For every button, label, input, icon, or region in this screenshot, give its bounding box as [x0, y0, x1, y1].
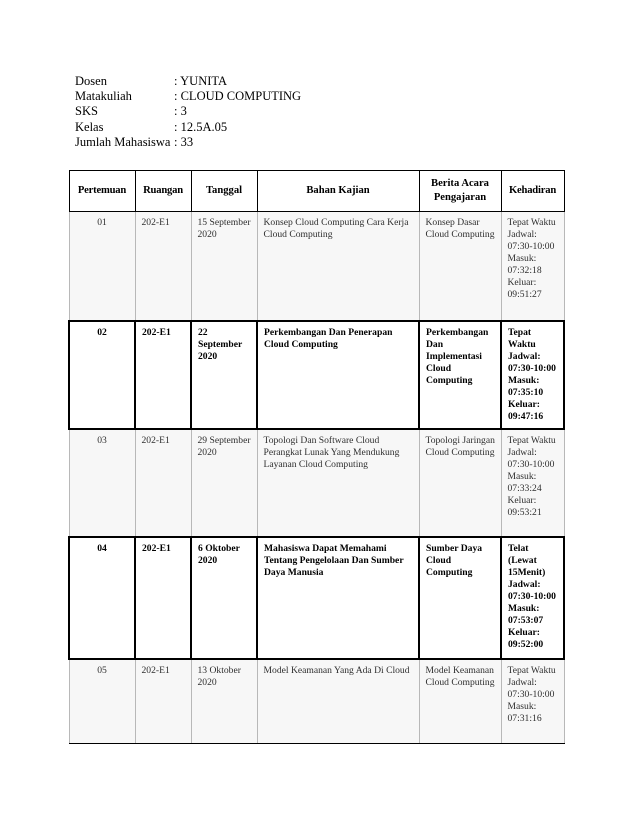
- cell-berita-acara: Sumber Daya Cloud Computing: [419, 537, 501, 659]
- attendance-schedule: Jadwal: 07:30-10:00: [507, 676, 555, 700]
- info-row-kelas: [75, 120, 301, 135]
- header-pertemuan: Pertemuan: [69, 171, 135, 212]
- table-row: [69, 321, 564, 429]
- cell-pertemuan: 05: [69, 659, 135, 744]
- attendance-schedule: Jadwal: 07:30-10:00: [507, 446, 555, 470]
- info-label: Matakuliah: [75, 89, 132, 104]
- info-value: : 12.5A.05: [174, 119, 228, 134]
- cell-berita-acara: Perkembangan Dan Implementasi Cloud Computing: [419, 321, 501, 429]
- attendance-check-in: Masuk: 07:53:07: [508, 602, 544, 626]
- info-row-jumlah-mahasiswa: [75, 135, 301, 150]
- attendance-check-in: Masuk: 07:35:10: [508, 374, 544, 398]
- header-ruangan: Ruangan: [135, 171, 191, 212]
- cell-kehadiran: [501, 321, 564, 429]
- info-value: : 33: [174, 134, 194, 149]
- attendance-status: Tepat Waktu: [508, 326, 536, 350]
- info-row-sks: [75, 104, 301, 119]
- info-label: SKS: [75, 104, 98, 119]
- cell-tanggal: 29 September 2020: [191, 429, 257, 537]
- attendance-schedule: Jadwal: 07:30-10:00: [507, 229, 555, 252]
- info-label: Dosen: [75, 74, 107, 88]
- header-kehadiran: Kehadiran: [501, 171, 564, 212]
- attendance-check-out: Keluar: 09:47:16: [508, 398, 544, 422]
- course-info: [75, 74, 301, 150]
- attendance-check-in: Masuk: 07:31:16: [507, 700, 542, 724]
- cell-kehadiran: [501, 659, 564, 744]
- table-row: [69, 429, 564, 537]
- cell-tanggal: 22 September 2020: [191, 321, 257, 429]
- cell-bahan-kajian: Perkembangan Dan Penerapan Cloud Computing: [257, 321, 419, 429]
- header-bahan-kajian: Bahan Kajian: [257, 171, 419, 212]
- cell-tanggal: 6 Oktober 2020: [191, 537, 257, 659]
- table-header-row: [69, 171, 564, 212]
- table-row: [69, 537, 564, 659]
- cell-tanggal: 15 September 2020: [191, 212, 257, 321]
- table-row: [69, 212, 564, 321]
- cell-ruangan: 202-E1: [135, 537, 191, 659]
- cell-bahan-kajian: Model Keamanan Yang Ada Di Cloud: [257, 659, 419, 744]
- attendance-status: Tepat Waktu: [507, 664, 556, 676]
- info-row-matakuliah: [75, 89, 301, 104]
- cell-pertemuan: 01: [69, 212, 135, 321]
- attendance-schedule: Jadwal: 07:30-10:00: [508, 578, 556, 602]
- cell-ruangan: 202-E1: [135, 321, 191, 429]
- cell-berita-acara: Model Keamanan Cloud Computing: [419, 659, 501, 744]
- cell-pertemuan: 02: [69, 321, 135, 429]
- info-label: Kelas: [75, 119, 104, 134]
- cell-berita-acara: Konsep Dasar Cloud Computing: [419, 212, 501, 321]
- header-berita-acara: Berita Acara Pengajaran: [419, 171, 501, 212]
- cell-pertemuan: 03: [69, 429, 135, 537]
- cell-tanggal: 13 Oktober 2020: [191, 659, 257, 744]
- info-row-dosen: [75, 74, 301, 89]
- attendance-check-out: Keluar: 09:51:27: [507, 277, 542, 300]
- attendance-table: [68, 170, 565, 744]
- info-label: Jumlah Mahasiswa: [75, 134, 171, 149]
- info-value: : CLOUD COMPUTING: [174, 89, 302, 104]
- cell-bahan-kajian: Mahasiswa Dapat Memahami Tentang Pengelolaan Dan Sumber Daya Manusia: [257, 537, 419, 659]
- attendance-status: Tepat Waktu: [507, 434, 556, 446]
- table-row: [69, 659, 564, 744]
- attendance-status: Tepat Waktu: [507, 217, 556, 228]
- attendance-status: Telat (Lewat 15Menit): [508, 542, 546, 578]
- cell-kehadiran: [501, 429, 564, 537]
- cell-kehadiran: [501, 537, 564, 659]
- attendance-schedule: Jadwal: 07:30-10:00: [508, 350, 556, 374]
- cell-bahan-kajian: Topologi Dan Software Cloud Perangkat Lunak Yang Mendukung Layanan Cloud Computing: [257, 429, 419, 537]
- cell-ruangan: 202-E1: [135, 212, 191, 321]
- header-tanggal: Tanggal: [191, 171, 257, 212]
- cell-bahan-kajian: Konsep Cloud Computing Cara Kerja Cloud Computing: [257, 212, 419, 321]
- cell-ruangan: 202-E1: [135, 659, 191, 744]
- attendance-check-out: Keluar: 09:53:21: [507, 494, 542, 518]
- cell-ruangan: 202-E1: [135, 429, 191, 537]
- info-value: : 3: [174, 104, 187, 119]
- cell-kehadiran: [501, 212, 564, 321]
- cell-berita-acara: Topologi Jaringan Cloud Computing: [419, 429, 501, 537]
- info-value: : YUNITA: [174, 74, 228, 88]
- attendance-check-out: Keluar: 09:52:00: [508, 626, 544, 650]
- attendance-check-in: Masuk: 07:33:24: [507, 470, 542, 494]
- cell-pertemuan: 04: [69, 537, 135, 659]
- attendance-check-in: Masuk: 07:32:18: [507, 253, 542, 276]
